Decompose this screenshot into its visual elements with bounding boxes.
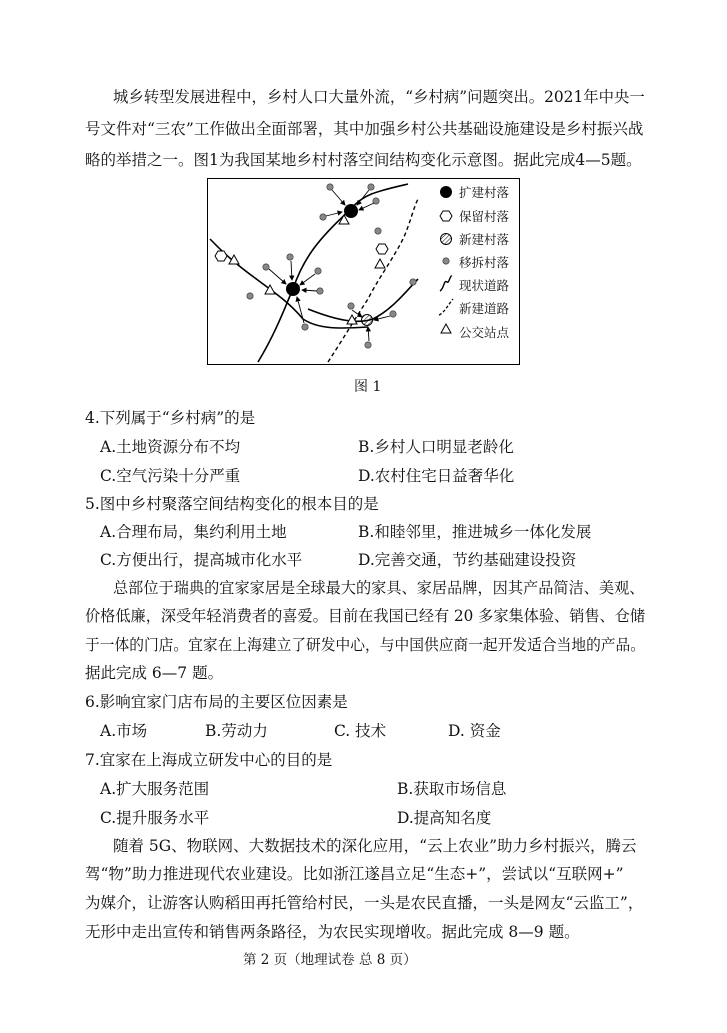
legend-new-road-label: 新建道路 [459,301,510,316]
relocated-village [317,288,323,294]
relocated-village [390,311,396,317]
intro2-line-2: 价格低廉，深受年轻消费者的喜爱。目前在我国已经有 20 多家集体验、销售、仓储 [85,607,646,625]
q6-option-b: B.劳动力 [205,722,268,740]
existing-road [308,279,418,321]
intro3-line-3: 为媒介，让游客认购稻田再托管给村民，一头是农民直播，一头是网友“云监工”， [85,894,644,912]
relocated-village [263,264,269,270]
retained-village [376,244,388,254]
relocated-village [368,184,374,190]
intro2-line-3: 于一体的门店。宜家在上海建立了研发中心，与中国供应商一起开发适合当地的产品。 [85,636,646,654]
migration-arrow [332,190,345,205]
relocated-village [348,303,354,309]
q6-option-a: A.市场 [100,722,148,740]
legend-relocated-icon [443,258,449,264]
relocated-village [302,324,308,330]
legend-expanded-label: 扩建村落 [459,185,510,200]
expanded-village [344,204,358,218]
intro2-line-1: 总部位于瑞典的宜家家居是全球最大的家具、家居品牌，因其产品简洁、美观、 [113,579,645,597]
q5-option-b: B.和睦邻里，推进城乡一体化发展 [358,523,592,541]
relocated-village [315,268,321,274]
bus-stop [375,259,385,268]
q6-option-d: D. 资金 [448,722,501,740]
intro1-line-3: 略的举措之一。图1为我国某地乡村村落空间结构变化示意图。据此完成4—5题。 [85,151,642,169]
legend-new-village-icon [441,234,452,245]
legend-expanded-icon [440,186,452,198]
existing-road [258,209,351,362]
migration-arrow [269,269,286,284]
relocated-village [410,279,416,285]
q5-option-c: C.方便出行，提高城市化水平 [100,551,303,569]
q5-stem: 5.图中乡村聚落空间结构变化的根本目的是 [85,495,379,513]
migration-arrow [291,261,292,280]
migration-arrow [326,212,342,216]
legend-new-village-label: 新建村落 [459,232,510,247]
q6-stem: 6.影响宜家门店布局的主要区位因素是 [85,693,348,711]
expanded-village [286,282,300,296]
q7-option-a: A.扩大服务范围 [100,780,210,798]
retained-village [215,251,227,261]
relocated-village [320,214,326,220]
migration-arrow [302,290,317,291]
migration-arrow [359,203,374,210]
q7-option-b: B.获取市场信息 [397,780,507,798]
relocated-village [287,254,293,260]
migration-arrow [368,327,369,341]
intro1-line-1: 城乡转型发展进程中，乡村人口大量外流，“乡村病”问题突出。2021年中央一 [113,88,645,106]
legend-bus-stop-label: 公交站点 [459,325,510,340]
figure-1-map [207,178,520,365]
relocated-village [375,228,381,234]
q4-option-c: C.空气污染十分严重 [100,467,241,485]
q7-stem: 7.宜家在上海成立研发中心的目的是 [85,751,333,769]
intro3-line-2: 驾“物”助力推进现代农业建设。比如浙江遂昌立足“生态+”，尝试以“互联网+” [85,865,624,883]
intro3-line-4: 无形中走出宣传和销售两条路径，为农民实现增收。据此完成 8—9 题。 [85,923,580,941]
legend-existing-road-icon [440,276,452,291]
relocated-village [365,342,371,348]
intro3-line-1: 随着 5G、物联网、大数据技术的深化应用，“云上农业”助力乡村振兴，腾云 [113,837,637,855]
q5-option-a: A.合理布局，集约利用土地 [100,523,287,541]
legend-retained-icon [440,211,452,221]
intro2-line-4: 据此完成 6—7 题。 [85,664,224,682]
relocated-village [247,293,253,299]
q4-option-b: B.乡村人口明显老龄化 [358,438,514,456]
legend-existing-road-label: 现状道路 [459,278,510,293]
migration-arrow [297,297,304,323]
new-village [362,315,373,326]
legend-retained-label: 保留村落 [459,209,510,224]
q4-option-a: A.土地资源分布不均 [100,438,241,456]
legend-bus-stop-icon [441,324,451,333]
intro1-line-2: 号文件对“三农”工作做出全面部署，其中加强乡村公共基础设施建设是乡村振兴战 [85,120,644,138]
figure-caption: 图 1 [354,379,382,395]
migration-arrow [352,310,362,317]
legend-new-road-icon [439,299,453,315]
q4-stem: 4.下列属于“乡村病”的是 [85,409,256,427]
q4-option-d: D.农村住宅日益奢华化 [358,467,515,485]
q7-option-d: D.提高知名度 [397,809,492,827]
existing-road [351,184,408,209]
q6-option-c: C. 技术 [334,722,387,740]
relocated-village [327,184,333,190]
migration-arrow [357,190,369,205]
legend-relocated-label: 移拆村落 [459,255,510,270]
q7-option-c: C.提升服务水平 [100,809,210,827]
migration-arrow [300,274,315,285]
q5-option-d: D.完善交通，节约基础建设投资 [358,551,577,569]
page-footer: 第 2 页（地理试卷 总 8 页） [243,952,417,968]
